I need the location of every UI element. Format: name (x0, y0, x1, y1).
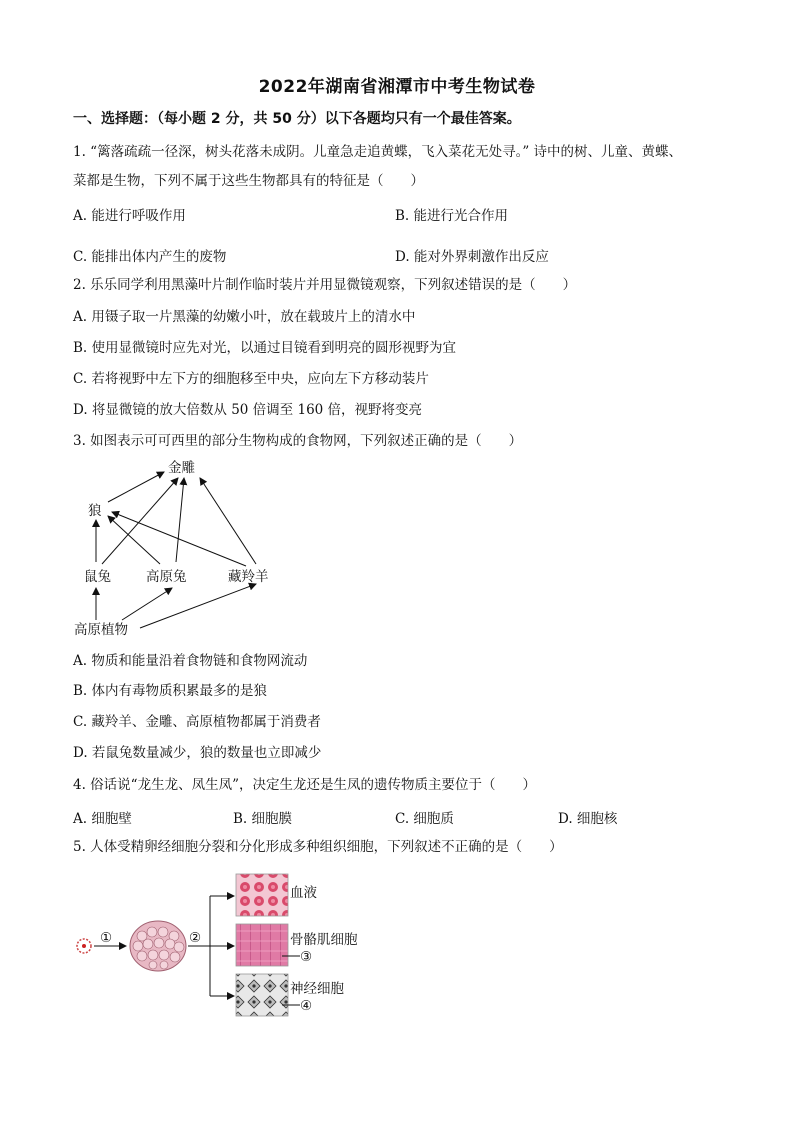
q2-option-b[interactable]: B. 使用显微镜时应先对光，以通过目镜看到明亮的圆形视野为宜 (73, 340, 457, 356)
blood-tissue-image (236, 874, 288, 916)
q1-options-row1 (73, 204, 733, 222)
node-hare: 高原兔 (146, 569, 187, 585)
section-heading: 一、选择题：（每小题 2 分，共 50 分）以下各题均只有一个最佳答案。 (73, 111, 521, 127)
q1-options-row2 (73, 245, 733, 263)
food-web-diagram (60, 452, 300, 642)
nerve-label: 神经细胞 (290, 981, 344, 997)
q3-option-c[interactable]: C. 藏羚羊、金雕、高原植物都属于消费者 (73, 714, 321, 730)
q5-stem: 5. 人体受精卵经细胞分裂和分化形成多种组织细胞，下列叙述不正确的是（ ） (73, 839, 563, 855)
step2-label: ② (189, 930, 202, 946)
q4-options-row (73, 807, 733, 825)
node-plant: 高原植物 (74, 622, 128, 638)
node-eagle: 金雕 (168, 460, 195, 476)
q1-option-a[interactable]: A. 能进行呼吸作用 (73, 208, 186, 224)
q2-option-a[interactable]: A. 用镊子取一片黑藻的幼嫩小叶，放在载玻片上的清水中 (73, 309, 416, 325)
q3-stem: 3. 如图表示可可西里的部分生物构成的食物网，下列叙述正确的是（ ） (73, 433, 523, 449)
arrow-plant-hare (122, 588, 172, 620)
q1-stem-line2: 菜都是生物，下列不属于这些生物都具有的特征是（ ） (73, 173, 424, 189)
cell-differentiation-diagram (70, 866, 370, 1021)
q4-stem: 4. 俗话说“龙生龙、凤生凤”，决定生龙还是生凤的遗传物质主要位于（ ） (73, 777, 536, 793)
q2-option-c[interactable]: C. 若将视野中左下方的细胞移至中央，应向左下方移动装片 (73, 371, 429, 387)
node-pika: 鼠兔 (84, 569, 111, 585)
nerve-tissue-image (236, 974, 288, 1016)
blood-label: 血液 (290, 885, 317, 901)
arrow-plant-antelope (140, 584, 256, 628)
muscle-tissue-image (236, 924, 288, 966)
node-antelope: 藏羚羊 (228, 569, 269, 585)
page-title: 2022年湖南省湘潭市中考生物试卷 (258, 77, 536, 97)
q4-option-b[interactable]: B. 细胞膜 (233, 811, 293, 827)
arrow-wolf-eagle (108, 472, 164, 502)
q1-stem-line1: 1. “篱落疏疏一径深，树头花落未成阴。儿童急走追黄蝶，飞入菜花无处寻。” 诗中的树、儿童、黄蝶、 (73, 144, 683, 160)
muscle-number: ③ (300, 949, 313, 965)
q4-option-c[interactable]: C. 细胞质 (395, 811, 454, 827)
q4-option-d[interactable]: D. 细胞核 (558, 811, 618, 827)
q1-option-d[interactable]: D. 能对外界刺激作出反应 (395, 249, 549, 265)
q2-stem: 2. 乐乐同学利用黑藻叶片制作临时装片并用显微镜观察，下列叙述错误的是（ ） (73, 277, 577, 293)
q3-option-d[interactable]: D. 若鼠兔数量减少，狼的数量也立即减少 (73, 745, 322, 761)
muscle-label: 骨骼肌细胞 (290, 932, 358, 948)
q3-option-b[interactable]: B. 体内有毒物质积累最多的是狼 (73, 683, 268, 699)
q4-option-a[interactable]: A. 细胞壁 (73, 811, 132, 827)
q1-option-c[interactable]: C. 能排出体内产生的废物 (73, 249, 227, 265)
node-wolf: 狼 (88, 503, 102, 519)
arrow-hare-wolf (108, 516, 160, 564)
nerve-number: ④ (300, 998, 313, 1014)
q2-option-d[interactable]: D. 将显微镜的放大倍数从 50 倍调至 160 倍，视野将变亮 (73, 402, 423, 418)
arrow-hare-eagle (176, 478, 184, 562)
step1-label: ① (100, 930, 113, 946)
cell-cluster-icon (130, 921, 186, 971)
q3-option-a[interactable]: A. 物质和能量沿着食物链和食物网流动 (73, 653, 308, 669)
q1-option-b[interactable]: B. 能进行光合作用 (395, 208, 509, 224)
arrow-antelope-wolf (112, 512, 246, 566)
